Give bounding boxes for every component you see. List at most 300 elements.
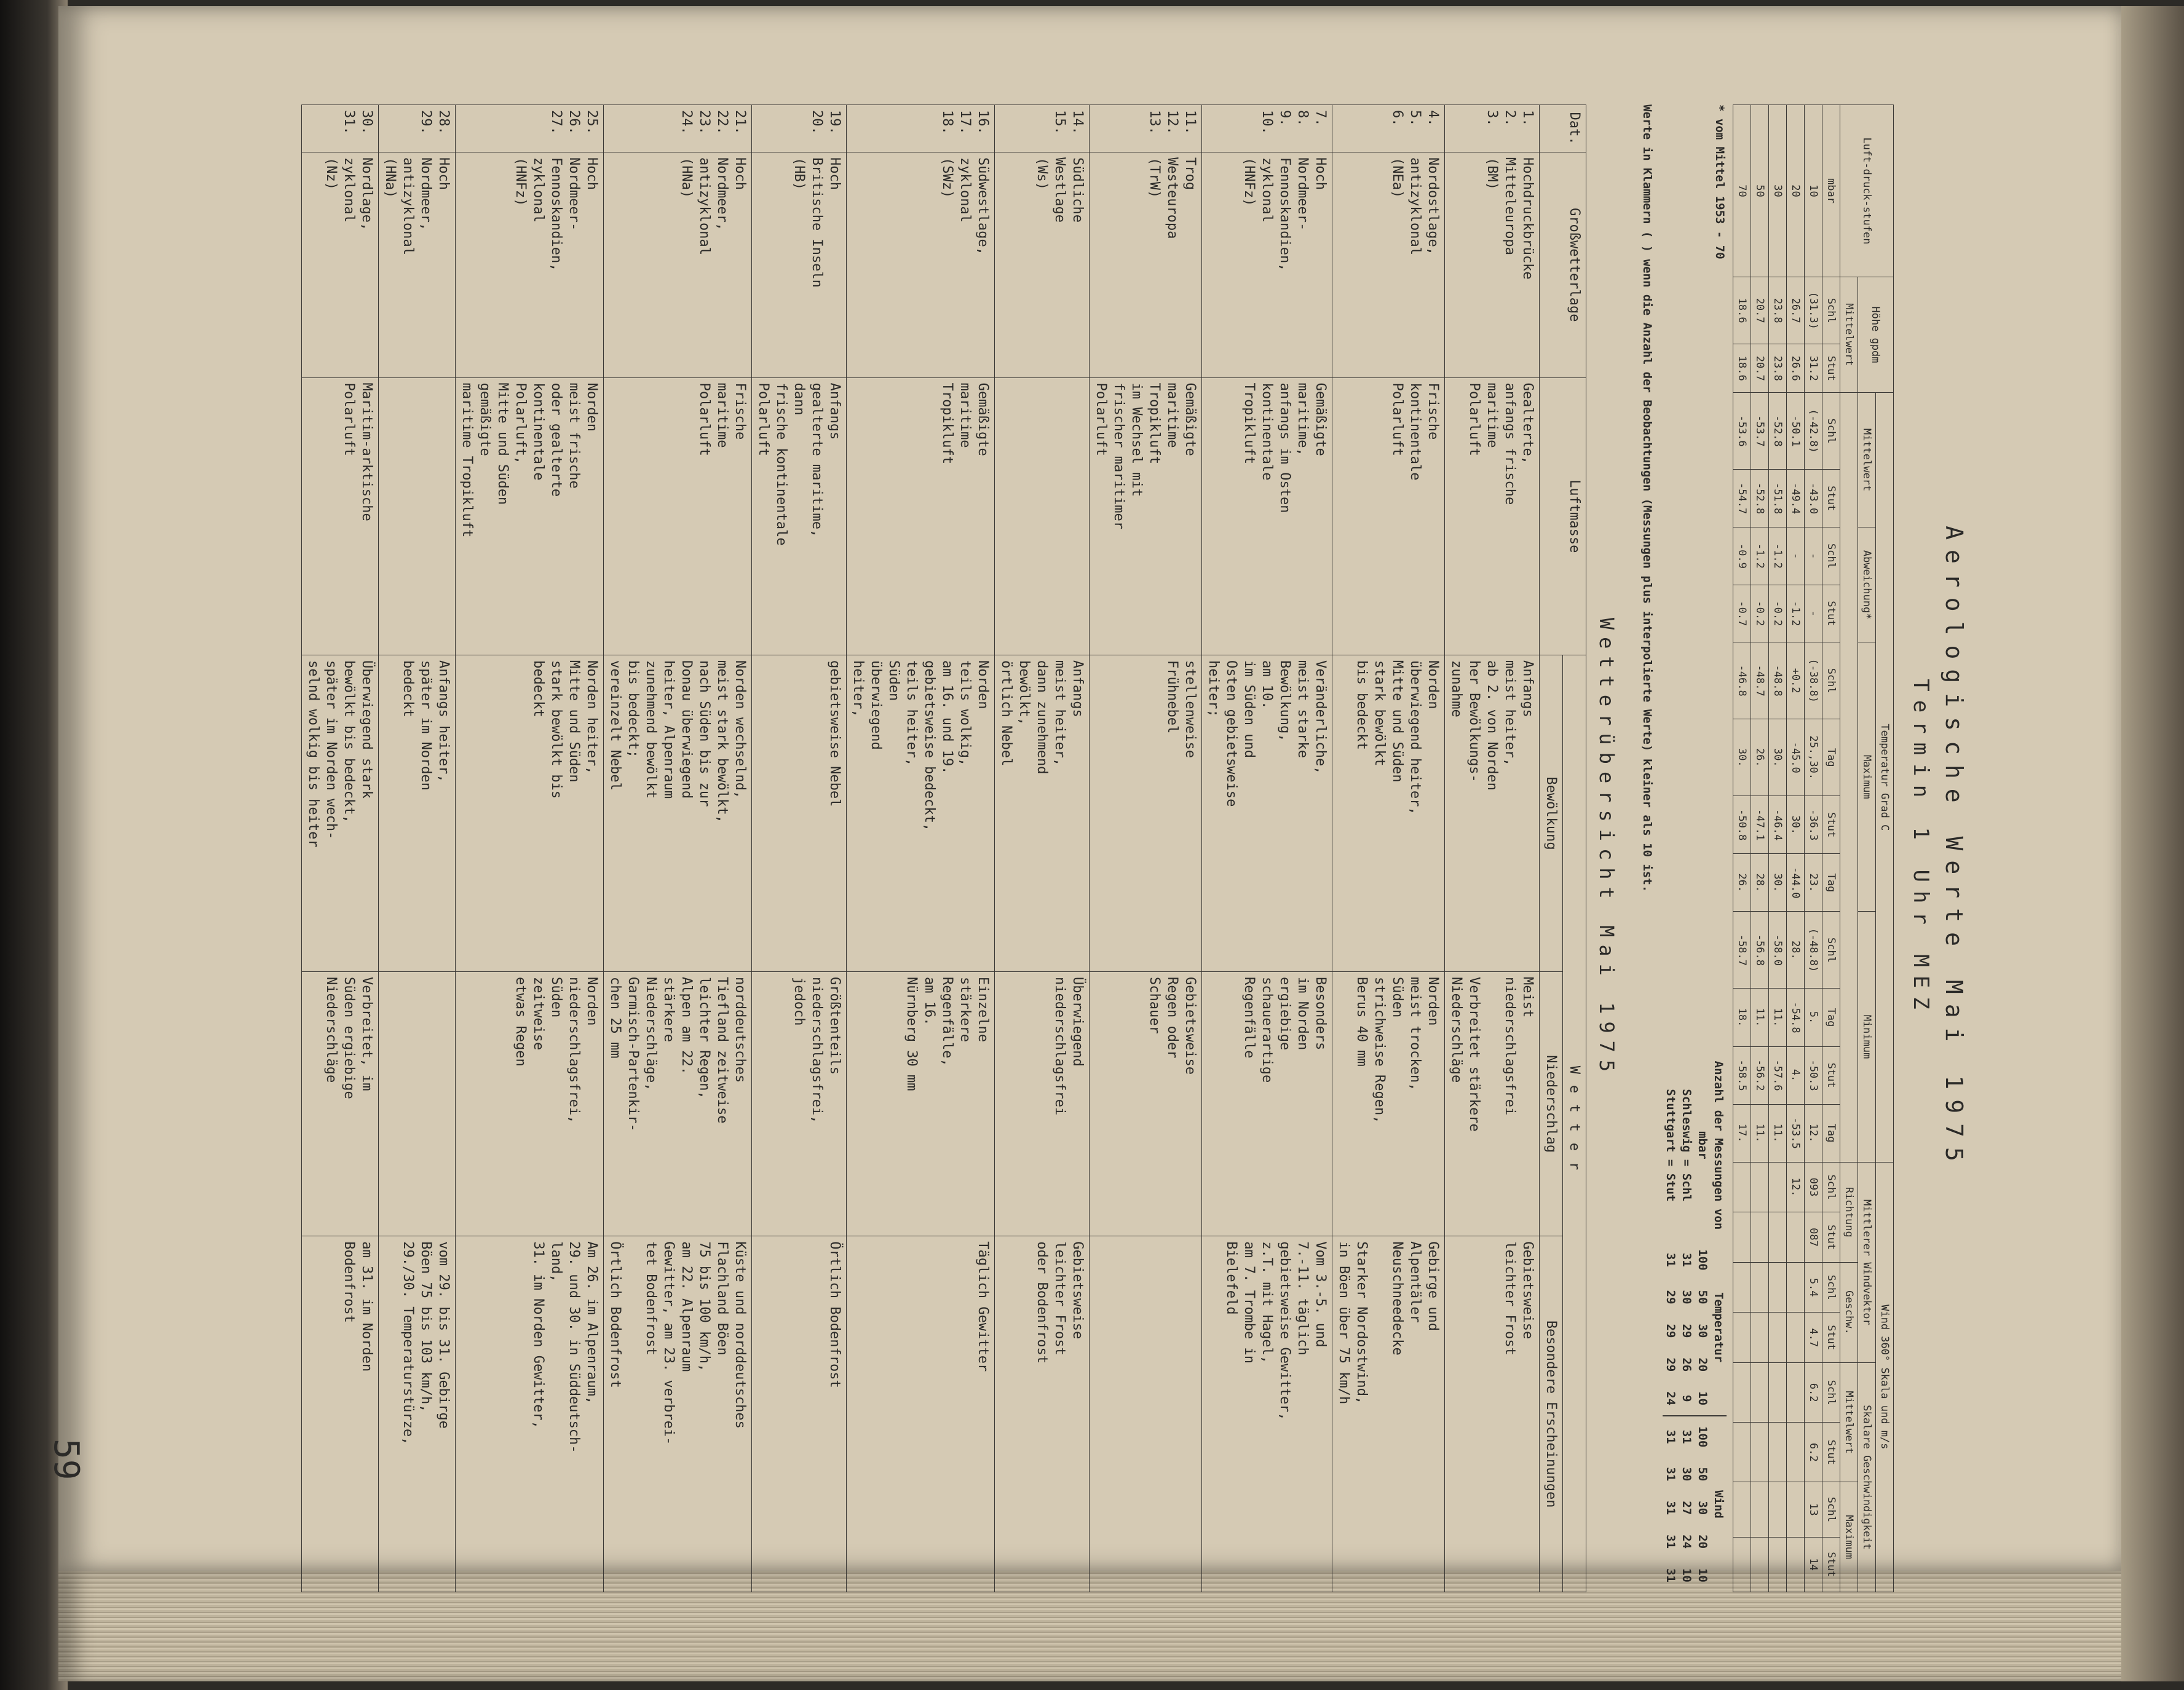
upper-air-table <box>1733 105 1894 1592</box>
value-cell: -45.0 <box>1787 719 1805 796</box>
measurements-row-schleswig <box>1679 1051 1695 1592</box>
value-cell: -58.0 <box>1769 912 1787 989</box>
value-cell <box>1769 1423 1787 1482</box>
bewoelkung-cell: Anfangs heiter, später im Norden bedeckt <box>379 655 456 972</box>
value-cell: -44.0 <box>1787 854 1805 912</box>
luftmasse-cell <box>995 377 1090 655</box>
unit-cell: Tag <box>1822 854 1840 912</box>
niederschlag-cell: norddeutsches Tiefland zeitweise leichter Regen, Alpen am 22. stärkere Niederschläge, Garmisch-Partenkir- chen 25 mm <box>604 972 752 1236</box>
station-label: Stuttgart = Stut <box>1664 1089 1677 1202</box>
unit-cell: Schl <box>1822 1482 1840 1537</box>
unit-cell: Schl <box>1822 393 1840 470</box>
bewoelkung-cell: Überwiegend stark bewölkt bis bedeckt, später im Norden wech- selnd wolkig bis heiter <box>302 655 379 972</box>
value-cell: 6.2 <box>1805 1423 1822 1482</box>
value-cell <box>1751 1262 1769 1313</box>
header-windvektor: Mittlerer Windvektor <box>1858 1162 1876 1362</box>
value-cell <box>1733 1212 1751 1263</box>
count-cell: 9 <box>1680 1394 1693 1402</box>
luftmasse-cell: Anfangs gealterte maritime, dann frische kontinentale Polarluft <box>752 377 847 655</box>
besondere-cell: vom 29. bis 31. Gebirge Böen 75 bis 103 km/h, 29./30. Temperaturstürze, <box>379 1236 456 1592</box>
value-cell: -50.8 <box>1733 796 1751 854</box>
value-cell <box>1751 1423 1769 1482</box>
measurements-title: Anzahl der Messungen von <box>1712 1060 1725 1230</box>
niederschlag-cell: Norden niederschlagsfrei, Süden zeitweise etwas Regen <box>456 972 604 1236</box>
unit-cell: Stut <box>1822 344 1840 393</box>
niederschlag-cell: Meist niederschlagsfrei Verbreitet stärkere Niederschläge <box>1445 972 1540 1236</box>
value-cell <box>1769 1482 1787 1537</box>
weather-row <box>995 105 1090 1592</box>
date-cell: 19. 20. <box>752 105 847 152</box>
level-cell: 50 <box>1696 1290 1709 1305</box>
unit-cell: Schl <box>1822 1363 1840 1423</box>
book-spine-shadow <box>0 0 68 1690</box>
value-cell: 087 <box>1805 1212 1822 1263</box>
weather-header-row-1 <box>1563 105 1586 1592</box>
value-cell: 30. <box>1787 796 1805 854</box>
value-cell: -51.8 <box>1769 470 1787 527</box>
value-cell: 17. <box>1733 1104 1751 1162</box>
level-cell: 100 <box>1696 1249 1709 1271</box>
date-cell: 1. 2. 3. <box>1445 105 1540 152</box>
value-cell: -50.1 <box>1787 393 1805 470</box>
upper-air-unit-row <box>1840 105 1858 1592</box>
count-cell: 26 <box>1680 1357 1693 1372</box>
value-cell: 20.7 <box>1751 344 1769 393</box>
count-cell: 27 <box>1680 1501 1693 1515</box>
level-cell: 20 <box>1696 1357 1709 1372</box>
header-temp-units <box>1840 393 1858 1163</box>
value-cell <box>1733 1423 1751 1482</box>
unit-cell: Tag <box>1822 989 1840 1046</box>
measurements-levels <box>1695 1051 1711 1592</box>
weather-row <box>847 105 995 1592</box>
count-cell: 31 <box>1680 1252 1693 1267</box>
pressure-level-cell: 10 <box>1805 105 1822 277</box>
value-cell: -1.2 <box>1769 527 1787 585</box>
unit-cell: Stut <box>1822 1046 1840 1104</box>
value-cell: 5.4 <box>1805 1262 1822 1313</box>
grosswetter-cell: Hoch Nordmeer- Fennoskandien, zyklonal (HNFz) <box>1202 152 1332 378</box>
document-subtitle: Termin 1 Uhr MEZ <box>1909 679 1933 1018</box>
header-skalar: Skalare Geschwindigkeit <box>1858 1363 1876 1592</box>
besondere-cell: am 31. im Norden Bodenfrost <box>302 1236 379 1592</box>
value-cell: 26.6 <box>1787 344 1805 393</box>
niederschlag-cell <box>379 972 456 1236</box>
value-cell: -43.0 <box>1805 470 1822 527</box>
value-cell: -48.7 <box>1751 642 1769 719</box>
value-cell: 25.,30. <box>1805 719 1822 796</box>
header-wind: Wind 360° Skala und m/s <box>1876 1162 1894 1592</box>
footnote-row <box>1663 105 1727 1592</box>
besondere-cell: Vom 3.-5. und 7.-11. täglich gebietsweise Gewitter, z.T. mit Hagel, am 7. Trombe in Bielefeld <box>1202 1236 1332 1592</box>
value-cell: 5. <box>1805 989 1822 1046</box>
value-cell <box>1787 1482 1805 1537</box>
luftmasse-cell: Frische maritime Polarluft <box>604 377 752 655</box>
unit-cell: Stut <box>1822 796 1840 854</box>
grosswetter-cell: Hoch Britische Inseln (HB) <box>752 152 847 378</box>
niederschlag-cell: Verbreitet, im Süden ergiebige Niederschläge <box>302 972 379 1236</box>
value-cell: 20.7 <box>1751 277 1769 344</box>
header-bewoelkung: Bewölkung <box>1540 655 1563 972</box>
header-skalar-max: Maximum <box>1840 1482 1858 1592</box>
bewoelkung-cell: Anfangs meist heiter, ab 2. von Norden her Bewölkungs- zunahme <box>1445 655 1540 972</box>
weather-row <box>302 105 379 1592</box>
value-cell: 11. <box>1751 1104 1769 1162</box>
header-luftmasse: Luftmasse <box>1540 377 1586 655</box>
value-cell: 23. <box>1805 854 1822 912</box>
grosswetter-cell: Trog Westeuropa (TrW) <box>1090 152 1202 378</box>
level-cell: 30 <box>1696 1324 1709 1338</box>
date-cell: 11. 12. 13. <box>1090 105 1202 152</box>
header-minimum: Minimum <box>1858 912 1876 1162</box>
upper-air-table-body <box>1733 105 1822 1592</box>
level-cell: 30 <box>1696 1501 1709 1515</box>
value-cell <box>1769 1313 1787 1363</box>
value-cell <box>1733 1537 1751 1592</box>
value-cell <box>1751 1363 1769 1423</box>
header-temperatur: Temperatur Grad C <box>1876 393 1894 1163</box>
date-cell: 25. 26. 27. <box>456 105 604 152</box>
value-cell: 18.6 <box>1733 277 1751 344</box>
niederschlag-cell: Besonders im Norden ergiebige schauerartige Regenfälle <box>1202 972 1332 1236</box>
page-number: 59 <box>46 1439 86 1480</box>
bewoelkung-cell: gebietsweise Nebel <box>752 655 847 972</box>
value-cell <box>1751 1162 1769 1212</box>
unit-cell: Schl <box>1822 912 1840 989</box>
weather-overview-body <box>302 105 1540 1592</box>
value-cell: -49.4 <box>1787 470 1805 527</box>
header-abweichung: Abweichung* <box>1858 527 1876 642</box>
value-cell: -1.2 <box>1751 527 1769 585</box>
document-title: Aerologische Werte Mai 1975 <box>1941 526 1968 1171</box>
unit-cell: Stut <box>1822 1423 1840 1482</box>
value-cell: 23.8 <box>1769 344 1787 393</box>
value-cell: 26. <box>1733 854 1751 912</box>
value-cell: -54.8 <box>1787 989 1805 1046</box>
unit-cell: Schl <box>1822 527 1840 585</box>
unit-cell: Schl <box>1822 277 1840 344</box>
value-cell <box>1751 1313 1769 1363</box>
count-cell: 10 <box>1680 1568 1693 1582</box>
header-wetter: Wetter <box>1563 655 1586 1592</box>
footnote-mittel: * vom Mittel 1953 - 70 <box>1713 105 1727 259</box>
besondere-cell: Örtlich Bodenfrost <box>752 1236 847 1592</box>
unit-cell: mbar <box>1822 105 1840 277</box>
weather-row <box>1090 105 1202 1592</box>
value-cell: 11. <box>1751 989 1769 1046</box>
luftmasse-cell <box>379 377 456 655</box>
note-klammern: Werte in Klammern ( ) wenn die Anzahl der Beobachtungen (Messungen plus interpolierte Werte) kleiner als 10 ist. <box>1640 105 1654 893</box>
value-cell: 093 <box>1805 1162 1822 1212</box>
value-cell <box>1787 1262 1805 1313</box>
weather-row <box>752 105 847 1592</box>
measurements-unit: mbar <box>1696 1131 1709 1159</box>
value-cell <box>1751 1537 1769 1592</box>
weather-row <box>1202 105 1332 1592</box>
value-cell <box>1733 1363 1751 1423</box>
luftmasse-cell: Norden meist frische oder gealterte kontinentale Polarluft, Mitte und Süden gemäßigte maritime Tropikluft <box>456 377 604 655</box>
measurements-wind-label: Wind <box>1711 1416 1727 1592</box>
date-cell: 14. 15. <box>995 105 1090 152</box>
value-cell: 18. <box>1733 989 1751 1046</box>
unit-cell: Stut <box>1822 1313 1840 1363</box>
pressure-level-cell: 50 <box>1751 105 1769 277</box>
measurements-row-stuttgart <box>1663 1051 1679 1592</box>
grosswetter-cell: Südwestlage, zyklonal (SWz) <box>847 152 995 378</box>
besondere-cell: Gebietsweise leichter Frost <box>1445 1236 1540 1592</box>
value-cell <box>1787 1363 1805 1423</box>
unit-cell: Stut <box>1822 470 1840 527</box>
niederschlag-cell: Gebietsweise Regen oder Schauer <box>1090 972 1202 1236</box>
level-cell: 100 <box>1695 1416 1711 1457</box>
besondere-cell <box>1090 1236 1202 1592</box>
value-cell <box>1751 1212 1769 1263</box>
value-cell: - <box>1805 527 1822 585</box>
value-cell: -0.9 <box>1733 527 1751 585</box>
header-date: Dat. <box>1540 105 1586 152</box>
value-cell: (-42.8) <box>1805 393 1822 470</box>
measurements-temp-label: Temperatur <box>1712 1292 1725 1363</box>
bewoelkung-cell: Norden wechselnd, meist stark bewölkt, nach Süden bis zur Donau überwiegend heiter, Alpenraum zunehmend bewölkt bis bedeckt; vereinzelt Nebel <box>604 655 752 972</box>
besondere-cell: Küste und norddeutsches Flachland Böen 75 bis 100 km/h, am 22. Alpenraum Gewitter, am 23. verbrei- tet Bodenfrost Örtlich Bodenfrost <box>604 1236 752 1592</box>
value-cell: -48.8 <box>1769 642 1787 719</box>
value-cell: 30. <box>1733 719 1751 796</box>
besondere-cell: Gebirge und Alpentäler Neuschneedecke Starker Nordostwind, in Böen über 75 km/h <box>1332 1236 1445 1592</box>
value-cell <box>1787 1423 1805 1482</box>
value-cell: 18.6 <box>1733 344 1751 393</box>
value-cell <box>1733 1262 1751 1313</box>
header-geschw: Geschw. <box>1840 1262 1858 1362</box>
value-cell: 30. <box>1769 854 1787 912</box>
niederschlag-cell: Einzelne stärkere Regenfälle, am 16. Nürnberg 30 mm <box>847 972 995 1236</box>
header-richtung: Richtung <box>1840 1162 1858 1262</box>
grosswetter-cell: Hoch Nordmeer- Fennoskandien, zyklonal (HNFz) <box>456 152 604 378</box>
header-hoehe: Höhe gpdm <box>1858 277 1894 392</box>
value-cell: 4.7 <box>1805 1313 1822 1363</box>
value-cell: 28. <box>1751 854 1769 912</box>
value-cell <box>1769 1537 1787 1592</box>
value-cell: 28. <box>1787 912 1805 989</box>
value-cell <box>1769 1162 1787 1212</box>
value-cell: 30. <box>1769 719 1787 796</box>
grosswetter-cell: Nordostlage, antizyklonal (NEa) <box>1332 152 1445 378</box>
header-niederschlag: Niederschlag <box>1540 972 1563 1236</box>
value-cell: 6.2 <box>1805 1363 1822 1423</box>
pressure-level-cell: 20 <box>1787 105 1805 277</box>
value-cell: -53.5 <box>1787 1104 1805 1162</box>
date-cell: 16. 17. 18. <box>847 105 995 152</box>
niederschlag-cell: Größtenteils niederschlagsfrei, jedoch <box>752 972 847 1236</box>
value-cell: -58.7 <box>1733 912 1751 989</box>
unit-cell: Stut <box>1822 585 1840 642</box>
luftmasse-cell: Gealterte, anfangs frische maritime Polarluft <box>1445 377 1540 655</box>
value-cell <box>1769 1262 1787 1313</box>
value-cell: 12. <box>1787 1162 1805 1212</box>
value-cell: -46.8 <box>1733 642 1751 719</box>
count-cell: 31 <box>1664 1467 1677 1482</box>
weather-row <box>1332 105 1445 1592</box>
value-cell: 31.2 <box>1805 344 1822 393</box>
measurements-header <box>1711 1051 1727 1592</box>
weather-row <box>456 105 604 1592</box>
weather-row <box>604 105 752 1592</box>
level-cell: 10 <box>1696 1391 1709 1406</box>
value-cell <box>1787 1212 1805 1263</box>
header-maximum: Maximum <box>1858 642 1876 912</box>
value-cell: -58.5 <box>1733 1046 1751 1104</box>
weather-overview-title: Wetterübersicht Mai 1975 <box>1595 617 1618 1080</box>
besondere-cell: Gebietsweise leichter Frost oder Bodenfrost <box>995 1236 1090 1592</box>
besondere-cell: Am 26. im Alpenraum, 29. und 30. in Süddeutsch- land, 31. im Norden Gewitter, <box>456 1236 604 1592</box>
value-cell <box>1733 1313 1751 1363</box>
luftmasse-cell: Maritim-arktische Polarluft <box>302 377 379 655</box>
unit-cell: Stut <box>1822 1212 1840 1263</box>
value-cell: -46.4 <box>1769 796 1787 854</box>
unit-cell: Stut <box>1822 1537 1840 1592</box>
upper-air-header-row-1 <box>1876 105 1894 1592</box>
value-cell: -0.2 <box>1751 585 1769 642</box>
count-cell: 30 <box>1680 1290 1693 1305</box>
grosswetter-cell: Hoch Nordmeer, antizyklonal (HNa) <box>604 152 752 378</box>
value-cell <box>1751 1482 1769 1537</box>
value-cell: (31.3) <box>1805 277 1822 344</box>
count-cell: 31 <box>1663 1416 1679 1457</box>
grosswetter-cell: Hoch Nordmeer, antizyklonal (HNa) <box>379 152 456 378</box>
value-cell: -0.2 <box>1769 585 1787 642</box>
value-cell: 12. <box>1805 1104 1822 1162</box>
value-cell: 11. <box>1769 1104 1787 1162</box>
date-cell: 4. 5. 6. <box>1332 105 1445 152</box>
date-cell: 7. 8. 9. 10. <box>1202 105 1332 152</box>
value-cell: -54.7 <box>1733 470 1751 527</box>
date-cell: 28. 29. <box>379 105 456 152</box>
count-cell: 31 <box>1664 1252 1677 1267</box>
value-cell: 4. <box>1787 1046 1805 1104</box>
count-cell: 29 <box>1664 1357 1677 1372</box>
count-cell: 29 <box>1664 1290 1677 1305</box>
count-cell: 29 <box>1680 1324 1693 1338</box>
besondere-cell: Täglich Gewitter <box>847 1236 995 1592</box>
unit-cell: Schl <box>1822 642 1840 719</box>
weather-row <box>379 105 456 1592</box>
value-cell: -53.7 <box>1751 393 1769 470</box>
count-cell: 29 <box>1664 1324 1677 1338</box>
level-cell: 50 <box>1696 1467 1709 1482</box>
pressure-level-cell: 70 <box>1733 105 1751 277</box>
weather-row <box>1445 105 1540 1592</box>
upper-air-subheader-row <box>1822 105 1840 1592</box>
value-cell: - <box>1805 585 1822 642</box>
bewoelkung-cell: Veränderliche, meist starke Bewölkung, am 10. im Süden und Osten gebietsweise heiter; <box>1202 655 1332 972</box>
count-cell: 24 <box>1664 1391 1677 1406</box>
header-besondere: Besondere Erscheinungen <box>1540 1236 1563 1592</box>
grosswetter-cell: Südliche Westlage (Ws) <box>995 152 1090 378</box>
station-label: Schleswig = Schl <box>1680 1089 1693 1202</box>
upper-air-row <box>1751 105 1769 1592</box>
value-cell: 13 <box>1805 1482 1822 1537</box>
count-cell: 31 <box>1664 1501 1677 1515</box>
value-cell <box>1787 1313 1805 1363</box>
value-cell: -1.2 <box>1787 585 1805 642</box>
value-cell: -56.2 <box>1751 1046 1769 1104</box>
count-cell: 24 <box>1680 1534 1693 1549</box>
value-cell: 26.7 <box>1787 277 1805 344</box>
value-cell: (-38.8) <box>1805 642 1822 719</box>
value-cell: -47.1 <box>1751 796 1769 854</box>
unit-cell: Schl <box>1822 1262 1840 1313</box>
unit-cell: Tag <box>1822 1104 1840 1162</box>
header-druck: Luft-druck-stufen <box>1840 105 1894 277</box>
niederschlag-cell: Norden meist trocken, Süden strichweise Regen, Berus 40 mm <box>1332 972 1445 1236</box>
value-cell <box>1769 1212 1787 1263</box>
value-cell: -52.8 <box>1751 470 1769 527</box>
bewoelkung-cell: stellenweise Frühnebel <box>1090 655 1202 972</box>
value-cell: -56.8 <box>1751 912 1769 989</box>
value-cell: 11. <box>1769 989 1787 1046</box>
value-cell: 23.8 <box>1769 277 1787 344</box>
pressure-level-cell: 30 <box>1769 105 1787 277</box>
header-mittelwert-hoehe: Mittelwert <box>1840 277 1858 392</box>
value-cell: +0.2 <box>1787 642 1805 719</box>
grosswetter-cell: Nordlage, zyklonal (Nz) <box>302 152 379 378</box>
upper-air-row <box>1769 105 1787 1592</box>
bewoelkung-cell: Norden überwiegend heiter, Mitte und Süden stark bewölkt bis bedeckt <box>1332 655 1445 972</box>
value-cell: -52.8 <box>1769 393 1787 470</box>
bewoelkung-cell: Norden heiter, Mitte und Süden stark bewölkt bis bedeckt <box>456 655 604 972</box>
unit-cell: Tag <box>1822 719 1840 796</box>
value-cell: -36.3 <box>1805 796 1822 854</box>
upper-air-row <box>1787 105 1805 1592</box>
weather-overview-table <box>301 105 1586 1592</box>
count-cell: 31 <box>1664 1534 1677 1549</box>
value-cell <box>1733 1482 1751 1537</box>
header-grosswetter: Großwetterlage <box>1540 152 1586 378</box>
measurements-table <box>1663 1051 1727 1592</box>
bewoelkung-cell: Norden teils wolkig, am 16. und 19. gebietsweise bedeckt, teils heiter, Süden überwiegend heiter, <box>847 655 995 972</box>
count-cell: 30 <box>1680 1467 1693 1482</box>
value-cell: -53.6 <box>1733 393 1751 470</box>
value-cell: 26. <box>1751 719 1769 796</box>
value-cell <box>1769 1363 1787 1423</box>
count-cell: 31 <box>1664 1568 1677 1582</box>
value-cell: (-48.8) <box>1805 912 1822 989</box>
niederschlag-cell: Überwiegend niederschlagsfrei <box>995 972 1090 1236</box>
date-cell: 30. 31. <box>302 105 379 152</box>
book-right-edge <box>2121 6 2184 1681</box>
value-cell: - <box>1787 527 1805 585</box>
count-cell: 31 <box>1679 1416 1695 1457</box>
value-cell: -0.7 <box>1733 585 1751 642</box>
level-cell: 10 <box>1696 1568 1709 1582</box>
bewoelkung-cell: Anfangs meist heiter, dann zunehmend bewölkt, örtlich Nebel <box>995 655 1090 972</box>
value-cell: 14 <box>1805 1537 1822 1592</box>
level-cell: 20 <box>1696 1534 1709 1549</box>
value-cell <box>1733 1162 1751 1212</box>
unit-cell: Schl <box>1822 1162 1840 1212</box>
luftmasse-cell: Frische kontinentale Polarluft <box>1332 377 1445 655</box>
upper-air-row <box>1805 105 1822 1592</box>
luftmasse-cell: Gemäßigte maritime, anfangs im Osten kontinentale Tropikluft <box>1202 377 1332 655</box>
date-cell: 21. 22. 23. 24. <box>604 105 752 152</box>
header-mittelwert: Mittelwert <box>1858 393 1876 527</box>
upper-air-row <box>1733 105 1751 1592</box>
header-skalar-mittel: Mittelwert <box>1840 1363 1858 1482</box>
rotated-page-content <box>129 105 1968 1592</box>
value-cell <box>1787 1537 1805 1592</box>
grosswetter-cell: Hochdruckbrücke Mitteleuropa (BM) <box>1445 152 1540 378</box>
luftmasse-cell: Gemäßigte maritime Tropikluft <box>847 377 995 655</box>
luftmasse-cell: Gemäßigte maritime Tropikluft im Wechsel mit frischer maritimer Polarluft <box>1090 377 1202 655</box>
